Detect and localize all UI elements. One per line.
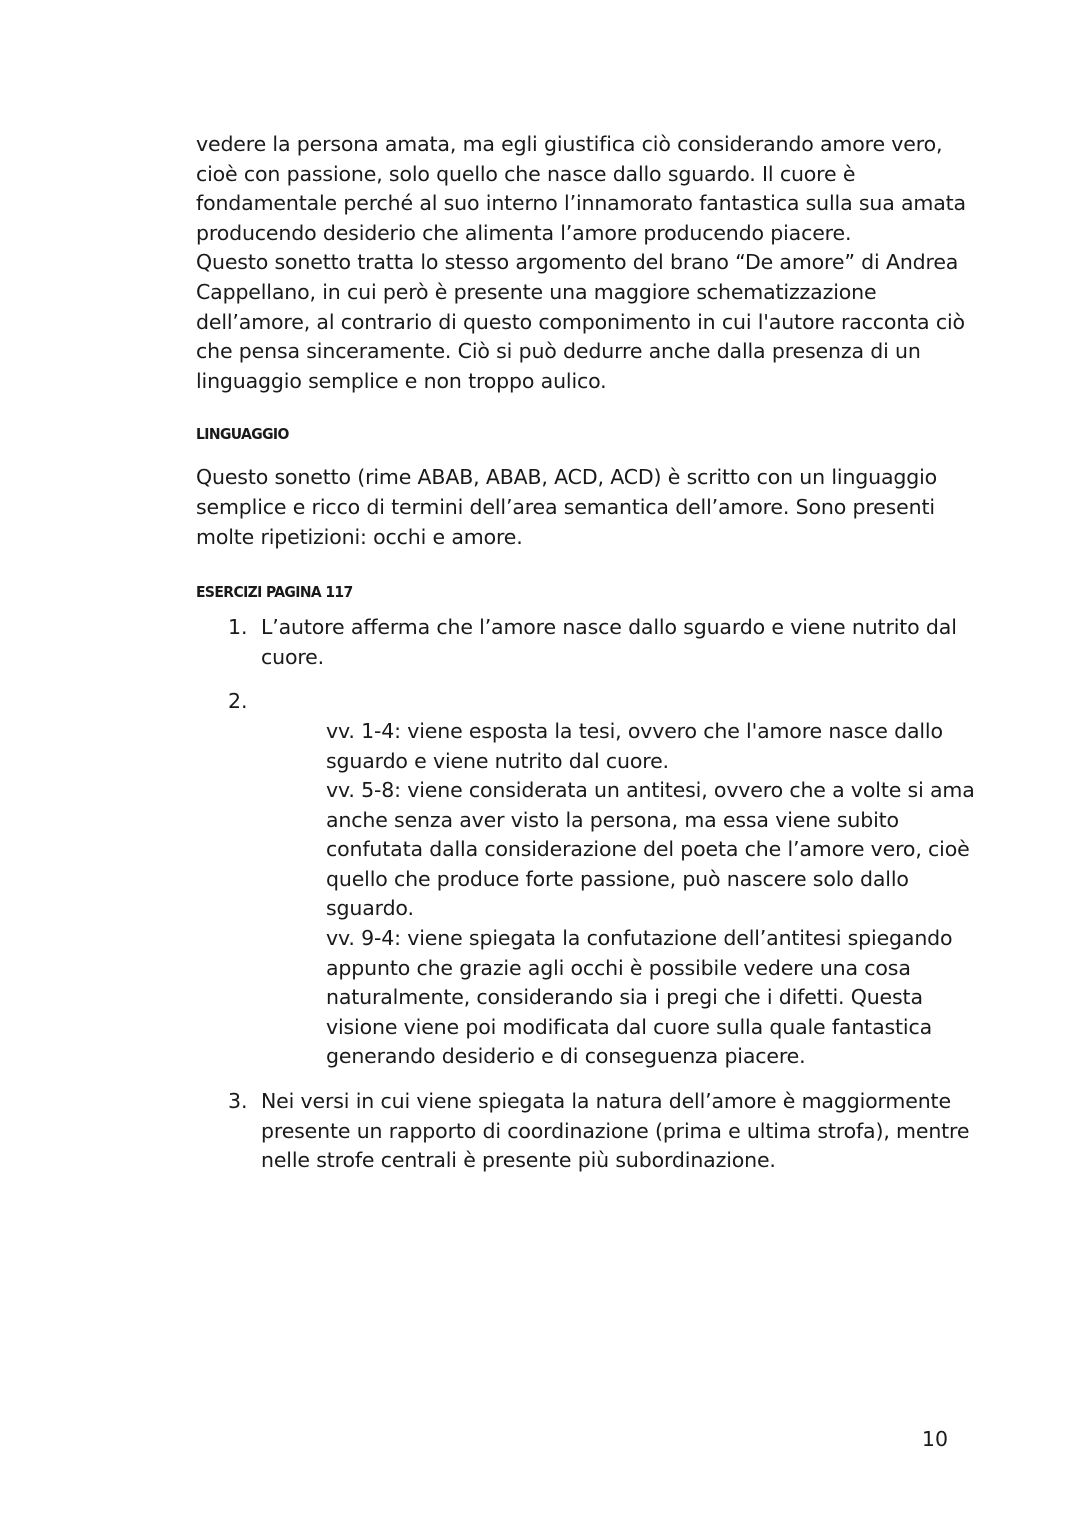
section-heading-esercizi: ESERCIZI PAGINA 117 <box>196 583 353 602</box>
text-line: anche senza aver visto la persona, ma essa viene subito <box>326 807 899 832</box>
text-line: confutata dalla considerazione del poeta che l’amore vero, cioè <box>326 837 970 862</box>
text-line: fondamentale perché al suo interno l’innamorato fantastica sulla sua amata <box>196 191 966 216</box>
text-line: sguardo e viene nutrito dal cuore. <box>326 748 669 773</box>
exercise-text <box>261 1087 970 1176</box>
text-line: Nei versi in cui viene spiegata la natura dell’amore è maggiormente <box>261 1089 951 1114</box>
text-line: Cappellano, in cui però è presente una maggiore schematizzazione <box>196 279 877 304</box>
intro-paragraph <box>196 130 966 396</box>
text-line: producendo desiderio che alimenta l’amore producendo piacere. <box>196 220 852 245</box>
text-line: cioè con passione, solo quello che nasce dallo sguardo. Il cuore è <box>196 161 856 186</box>
section-heading-linguaggio: LINGUAGGIO <box>196 425 289 444</box>
exercise-text <box>326 717 975 1072</box>
text-line: nelle strofe centrali è presente più subordinazione. <box>261 1148 776 1173</box>
exercise-item-3 <box>196 1087 970 1176</box>
text-line: L’autore afferma che l’amore nasce dallo sguardo e viene nutrito dal <box>261 615 957 640</box>
text-line: visione viene poi modificata dal cuore sulla quale fantastica <box>326 1014 932 1039</box>
text-line: semplice e ricco di termini dell’area semantica dell’amore. Sono presenti <box>196 494 935 519</box>
list-number: 3. <box>228 1089 248 1114</box>
exercise-text <box>261 613 956 672</box>
text-line: cuore. <box>261 644 325 669</box>
text-line: naturalmente, considerando sia i pregi che i difetti. Questa <box>326 985 923 1010</box>
list-number: 2. <box>228 689 248 714</box>
text-line: vv. 9-4: viene spiegata la confutazione dell’antitesi spiegando <box>326 926 953 951</box>
text-line: presente un rapporto di coordinazione (prima e ultima strofa), mentre <box>261 1118 970 1143</box>
exercise-item-2 <box>196 687 975 1072</box>
text-line: appunto che grazie agli occhi è possibile vedere una cosa <box>326 955 911 980</box>
text-line: dell’amore, al contrario di questo componimento in cui l'autore racconta ciò <box>196 309 965 334</box>
list-number: 1. <box>228 615 248 640</box>
text-line: linguaggio semplice e non troppo aulico. <box>196 368 607 393</box>
text-line: generando desiderio e di conseguenza piacere. <box>326 1044 806 1069</box>
page-number: 10 <box>921 1427 948 1451</box>
text-line: Questo sonetto tratta lo stesso argomento del brano “De amore” di Andrea <box>196 250 959 275</box>
text-line: vedere la persona amata, ma egli giustifica ciò considerando amore vero, <box>196 132 943 156</box>
text-line: che pensa sinceramente. Ciò si può dedurre anche dalla presenza di un <box>196 339 921 364</box>
text-line: Questo sonetto (rime ABAB, ABAB, ACD, ACD) è scritto con un linguaggio <box>196 465 938 490</box>
exercise-item-1 <box>196 613 956 672</box>
exercise-subtext <box>261 687 975 1072</box>
text-line: quello che produce forte passione, può nascere solo dallo <box>326 866 909 891</box>
text-line: vv. 5-8: viene considerata un antitesi, ovvero che a volte si ama <box>326 778 975 803</box>
text-line: molte ripetizioni: occhi e amore. <box>196 524 523 549</box>
text-line: vv. 1-4: viene esposta la tesi, ovvero che l'amore nasce dallo <box>326 718 943 743</box>
exercise-list <box>196 613 975 1176</box>
text-line: sguardo. <box>326 896 414 921</box>
linguaggio-paragraph <box>196 463 956 552</box>
page-content <box>196 130 975 1176</box>
